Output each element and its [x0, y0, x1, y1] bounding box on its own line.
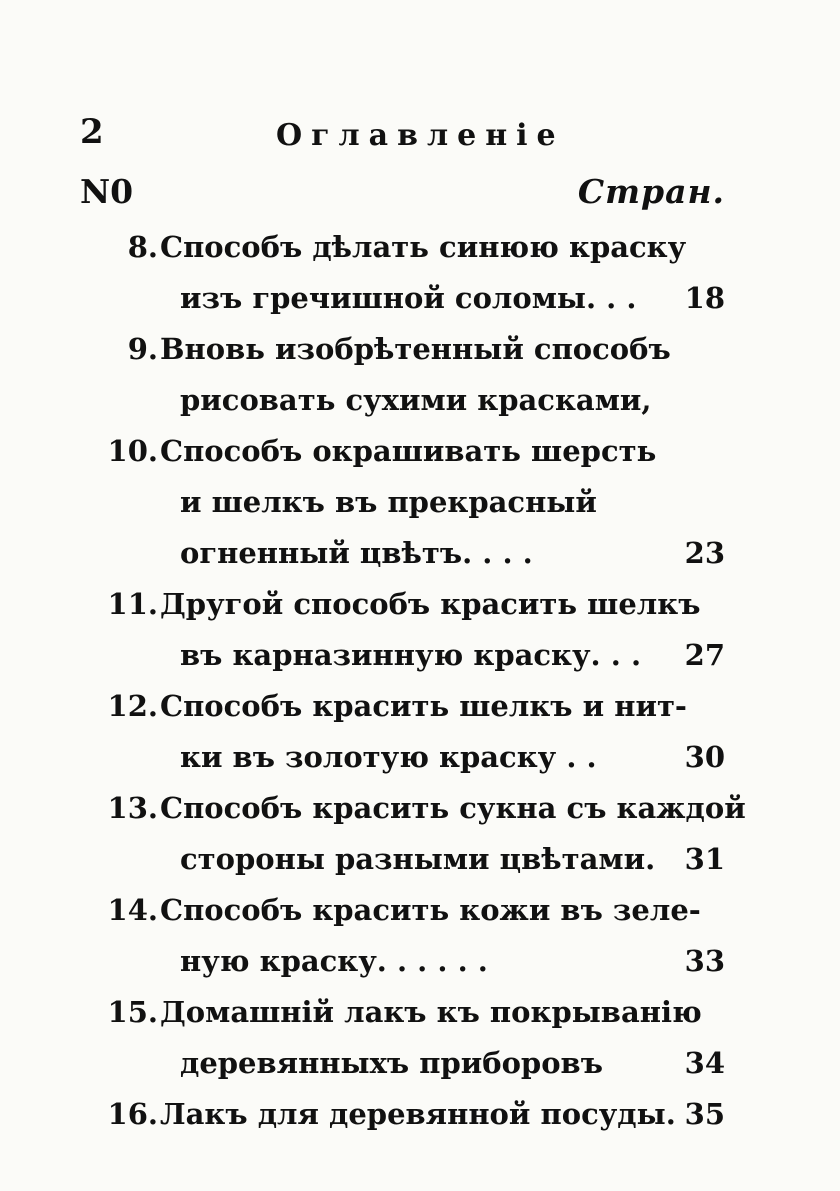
number-column-label: N0: [80, 172, 134, 211]
toc-entry-line: [80, 885, 725, 936]
toc-entry-line: [80, 426, 725, 477]
toc-entry-line: [80, 579, 725, 630]
entry-title: изъ гречишной соломы. . .: [180, 281, 637, 315]
entry-number: 12.: [107, 689, 158, 723]
toc-entry-line: [80, 273, 725, 324]
toc-entry-line: [80, 528, 725, 579]
entry-page-number: 18: [684, 281, 725, 315]
toc-entry: [80, 885, 725, 987]
entry-page-number: 33: [684, 944, 725, 978]
entry-title: Способъ красить шелкъ и нит-: [160, 689, 687, 723]
entry-number: 8.: [127, 230, 158, 264]
toc-entry: [80, 222, 725, 324]
toc-entry-line: [80, 681, 725, 732]
page-column-label: Стран.: [577, 172, 725, 211]
entry-title: рисовать сухими красками,: [180, 383, 652, 417]
page-number: 2: [80, 112, 104, 152]
entry-title: ную краску. . . . . .: [180, 944, 488, 978]
entry-title: Лакъ для деревянной посуды.: [160, 1097, 676, 1131]
entry-page-number: 35: [684, 1097, 725, 1131]
toc-entry-line: [80, 477, 725, 528]
entry-number: 14.: [107, 893, 158, 927]
entry-page-number: 31: [684, 842, 725, 876]
entry-page-number: 27: [684, 638, 725, 672]
column-headings: [80, 172, 725, 222]
toc-entry-line: [80, 834, 725, 885]
toc-entry-line: [80, 936, 725, 987]
toc-entry: [80, 1089, 725, 1140]
entry-title: Домашній лакъ къ покрыванію: [160, 995, 702, 1029]
entry-page-number: 23: [684, 536, 725, 570]
toc-entry: [80, 681, 725, 783]
toc-entry: [80, 324, 725, 426]
entry-number: 16.: [107, 1097, 158, 1131]
entry-number: 9.: [127, 332, 158, 366]
toc-entry-line: [80, 732, 725, 783]
entry-title: Способъ дѣлать синюю краску: [160, 230, 687, 264]
toc-entry: [80, 987, 725, 1089]
toc-entry-line: [80, 1038, 725, 1089]
entry-number: 13.: [107, 791, 158, 825]
toc-entry-line: [80, 987, 725, 1038]
toc-entry-line: [80, 375, 725, 426]
toc-entry-line: [80, 630, 725, 681]
page-header: [80, 112, 725, 162]
entry-title: Способъ окрашивать шерсть: [160, 434, 657, 468]
entry-title: въ карназинную краску. . .: [180, 638, 642, 672]
entry-title: Способъ красить сукна съ каждой: [160, 791, 746, 825]
toc-entry: [80, 426, 725, 579]
toc-entry-line: [80, 783, 746, 834]
entry-title: стороны разными цвѣтами.: [180, 842, 656, 876]
entry-title: и шелкъ въ прекрасный: [180, 485, 597, 519]
entry-title: огненный цвѣтъ. . . .: [180, 536, 533, 570]
entry-number: 15.: [107, 995, 158, 1029]
toc-entry: [80, 783, 746, 885]
entry-title: Способъ красить кожи въ зеле-: [160, 893, 701, 927]
entry-number: 11.: [107, 587, 158, 621]
entry-title: Другой способъ красить шелкъ: [160, 587, 701, 621]
entry-number: 10.: [107, 434, 158, 468]
table-of-contents: [80, 222, 746, 1140]
entry-title: деревянныхъ приборовъ: [180, 1046, 603, 1080]
entry-page-number: 30: [684, 740, 725, 774]
page-title: Оглавленіе: [276, 118, 565, 153]
toc-entry-line: [80, 222, 725, 273]
entry-title: Вновь изобрѣтенный способъ: [160, 332, 671, 366]
toc-entry: [80, 579, 725, 681]
entry-page-number: 34: [684, 1046, 725, 1080]
toc-entry-line: [80, 1089, 725, 1140]
entry-title: ки въ золотую краску . .: [180, 740, 597, 774]
toc-entry-line: [80, 324, 725, 375]
